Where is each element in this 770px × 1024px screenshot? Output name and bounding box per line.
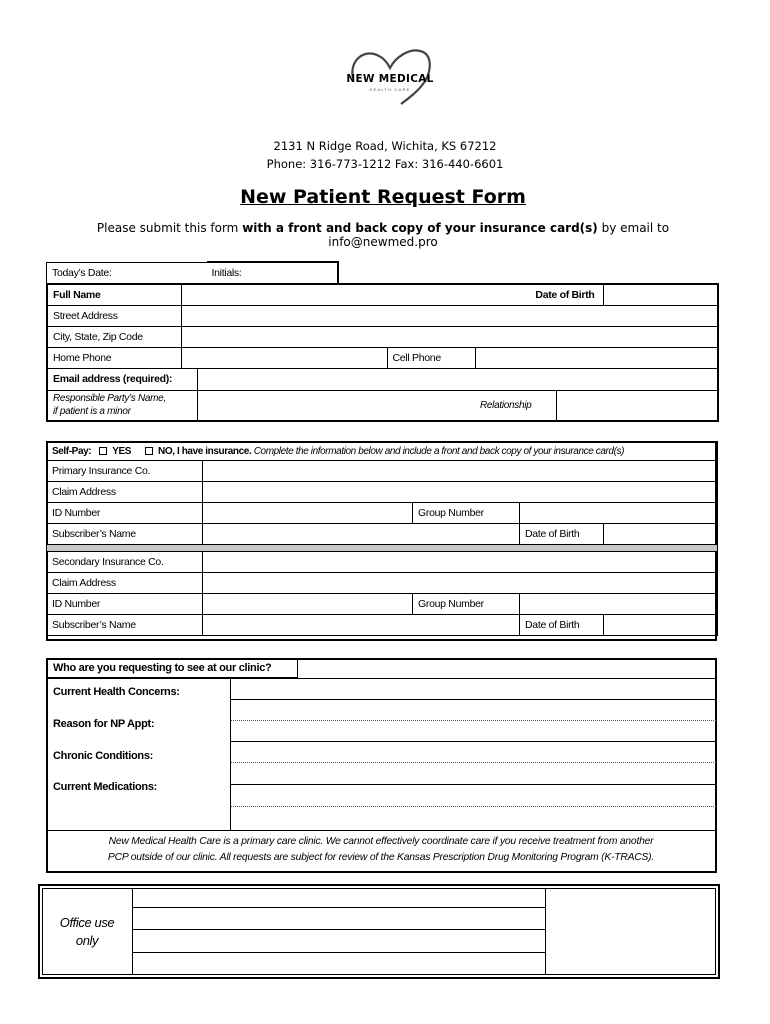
primary-claim-address-field[interactable]	[203, 482, 718, 503]
secondary-id-label: ID Number	[47, 594, 203, 615]
intro-after: by email to	[597, 221, 670, 235]
office-line-3[interactable]	[132, 952, 545, 953]
clinic-note-line2: PCP outside of our clinic. All requests are subject for review of the Kansas Prescription Drug Monitoring Program (K-TRACS).	[107, 852, 655, 863]
insurance-instruction: Complete the information below and include a front and back copy of your insurance card(s)	[253, 445, 625, 457]
dob-field[interactable]	[603, 284, 718, 305]
responsible-party-field[interactable]	[197, 390, 475, 421]
office-use-label-line1: Office use	[59, 915, 115, 930]
primary-claim-address-label: Claim Address	[47, 482, 203, 503]
intro-text	[0, 221, 766, 235]
form-title: New Patient Request Form	[240, 186, 526, 208]
street-field[interactable]	[181, 305, 718, 326]
office-line-2[interactable]	[132, 929, 545, 930]
logo-name: NEW MEDICAL	[346, 73, 434, 85]
who-field[interactable]	[298, 658, 717, 679]
home-phone-field[interactable]	[181, 347, 387, 368]
no-label: NO, I have insurance.	[158, 445, 252, 457]
city-field[interactable]	[181, 326, 718, 347]
relationship-field[interactable]	[556, 390, 718, 421]
dob-label: Date of Birth	[524, 284, 603, 305]
secondary-claim-address-field[interactable]	[203, 573, 718, 594]
initials-label: Initials:	[207, 262, 339, 284]
chronic-label: Chronic Conditions:	[53, 750, 154, 762]
date-initials-table	[46, 261, 339, 285]
insurance-table	[46, 441, 718, 636]
office-use-label-line2: only	[75, 933, 99, 948]
concerns-line[interactable]	[231, 699, 716, 700]
primary-subscriber-field[interactable]	[203, 524, 520, 545]
primary-dob-field[interactable]	[604, 524, 718, 545]
reason-label: Reason for NP Appt:	[53, 718, 155, 730]
concerns-dotted-line[interactable]	[231, 720, 716, 721]
logo-subtitle: HEALTH CARE	[369, 87, 411, 92]
clinic-note-line1: New Medical Health Care is a primary care clinic. We cannot effectively coordinate care if you receive treatment from another	[108, 836, 654, 847]
office-line-1[interactable]	[132, 907, 545, 908]
street-label: Street Address	[47, 305, 181, 326]
secondary-dob-field[interactable]	[604, 615, 718, 636]
primary-group-label: Group Number	[413, 503, 520, 524]
secondary-subscriber-field[interactable]	[203, 615, 520, 636]
home-phone-label: Home Phone	[47, 347, 181, 368]
intro-email: info@newmed.pro	[328, 235, 438, 249]
logo	[335, 42, 445, 112]
full-name-field[interactable]	[181, 284, 524, 305]
reason-line[interactable]	[231, 741, 716, 742]
secondary-subscriber-label: Subscriber’s Name	[47, 615, 203, 636]
primary-dob-label: Date of Birth	[520, 524, 604, 545]
medications-line[interactable]	[231, 830, 716, 831]
intro-before: Please submit this form	[96, 221, 243, 235]
cell-phone-label: Cell Phone	[387, 347, 475, 368]
concerns-label: Current Health Concerns:	[53, 686, 180, 698]
intro-bold: with a front and back copy of your insurance card(s)	[242, 221, 598, 235]
responsible-line2: if patient is a minor	[53, 406, 131, 418]
yes-checkbox[interactable]	[99, 447, 107, 455]
email-field[interactable]	[197, 368, 718, 390]
section-divider	[47, 545, 718, 552]
office-divider-left	[132, 888, 133, 975]
responsible-line1: Responsible Party’s Name,	[53, 393, 166, 405]
medications-label: Current Medications:	[53, 781, 158, 793]
patient-info-table	[46, 283, 719, 422]
primary-subscriber-label: Subscriber’s Name	[47, 524, 203, 545]
who-label: Who are you requesting to see at our clinic?	[46, 658, 298, 679]
primary-id-label: ID Number	[47, 503, 203, 524]
city-label: City, State, Zip Code	[47, 326, 181, 347]
clinic-phone-fax: Phone: 316-773-1212 Fax: 316-440-6601	[266, 157, 504, 171]
medications-dotted-line[interactable]	[231, 806, 716, 807]
no-checkbox[interactable]	[145, 447, 153, 455]
self-pay-row	[47, 442, 718, 461]
secondary-insurance-field[interactable]	[203, 552, 718, 573]
secondary-id-field[interactable]	[203, 594, 413, 615]
cell-phone-field[interactable]	[475, 347, 718, 368]
full-name-label: Full Name	[47, 284, 181, 305]
secondary-group-label: Group Number	[413, 594, 520, 615]
responsible-party-label	[47, 390, 197, 421]
clinic-address: 2131 N Ridge Road, Wichita, KS 67212	[273, 139, 497, 153]
relationship-label: Relationship	[475, 390, 556, 421]
secondary-insurance-label: Secondary Insurance Co.	[47, 552, 203, 573]
primary-insurance-field[interactable]	[203, 461, 718, 482]
chronic-line[interactable]	[231, 784, 716, 785]
primary-id-field[interactable]	[203, 503, 413, 524]
secondary-group-field[interactable]	[520, 594, 718, 615]
secondary-claim-address-label: Claim Address	[47, 573, 203, 594]
primary-group-field[interactable]	[520, 503, 718, 524]
primary-insurance-label: Primary Insurance Co.	[47, 461, 203, 482]
todays-date-label: Today’s Date:	[47, 262, 207, 284]
office-use-inner-box	[42, 888, 716, 975]
email-label: Email address (required):	[47, 368, 197, 390]
chronic-dotted-line[interactable]	[231, 762, 716, 763]
office-divider-right	[545, 888, 546, 975]
yes-label: YES	[112, 445, 132, 457]
self-pay-label: Self-Pay:	[52, 445, 92, 457]
secondary-dob-label: Date of Birth	[520, 615, 604, 636]
